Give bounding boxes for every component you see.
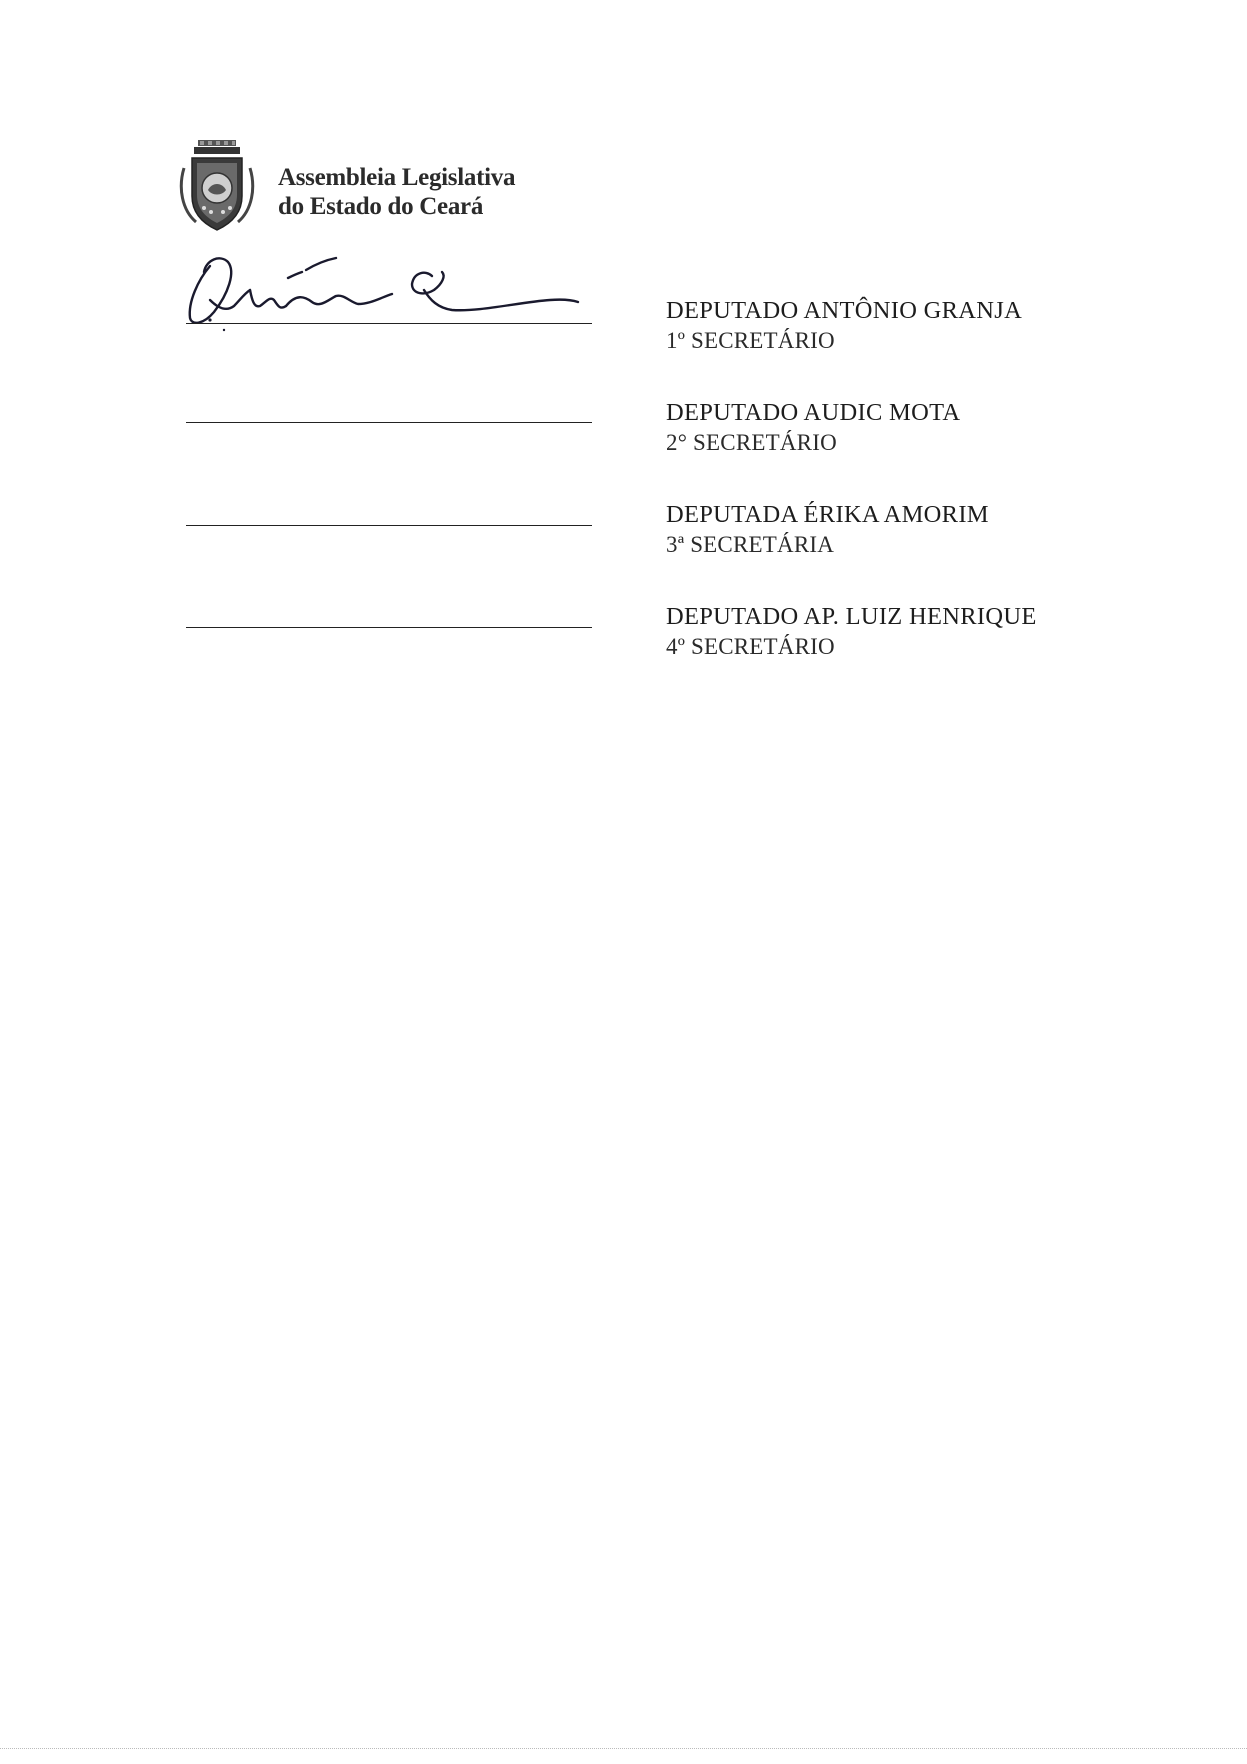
signatory-role: 3ª SECRETÁRIA: [666, 532, 835, 557]
signatory-name: DEPUTADO AP. LUIZ HENRIQUE: [666, 603, 1037, 630]
signatory-3: [666, 500, 1186, 560]
signatory-name: DEPUTADO AUDIC MOTA: [666, 399, 961, 426]
signatory-role: 1º SECRETÁRIO: [666, 328, 835, 353]
letterhead: [178, 138, 598, 238]
signatory-name: DEPUTADA ÉRIKA AMORIM: [666, 501, 989, 528]
signatory-role: 4º SECRETÁRIO: [666, 634, 835, 659]
signatory-name: DEPUTADO ANTÔNIO GRANJA: [666, 297, 1023, 324]
signatory-2: [666, 398, 1186, 458]
organization-name: [278, 163, 515, 221]
signature-line: [186, 422, 592, 423]
signature-line: [186, 627, 592, 628]
state-coat-of-arms-icon: [178, 138, 256, 234]
handwritten-signature: [180, 250, 610, 340]
signatory-1: [666, 296, 1186, 356]
signature-line: [186, 525, 592, 526]
organization-name-line-1: Assembleia Legislativa: [278, 164, 516, 191]
organization-name-line-2: do Estado do Ceará: [278, 193, 484, 220]
signatory-4: [666, 602, 1186, 662]
signatory-role: 2° SECRETÁRIO: [666, 430, 837, 455]
signature-line: [186, 323, 592, 324]
scan-footer-edge: [0, 1748, 1247, 1749]
